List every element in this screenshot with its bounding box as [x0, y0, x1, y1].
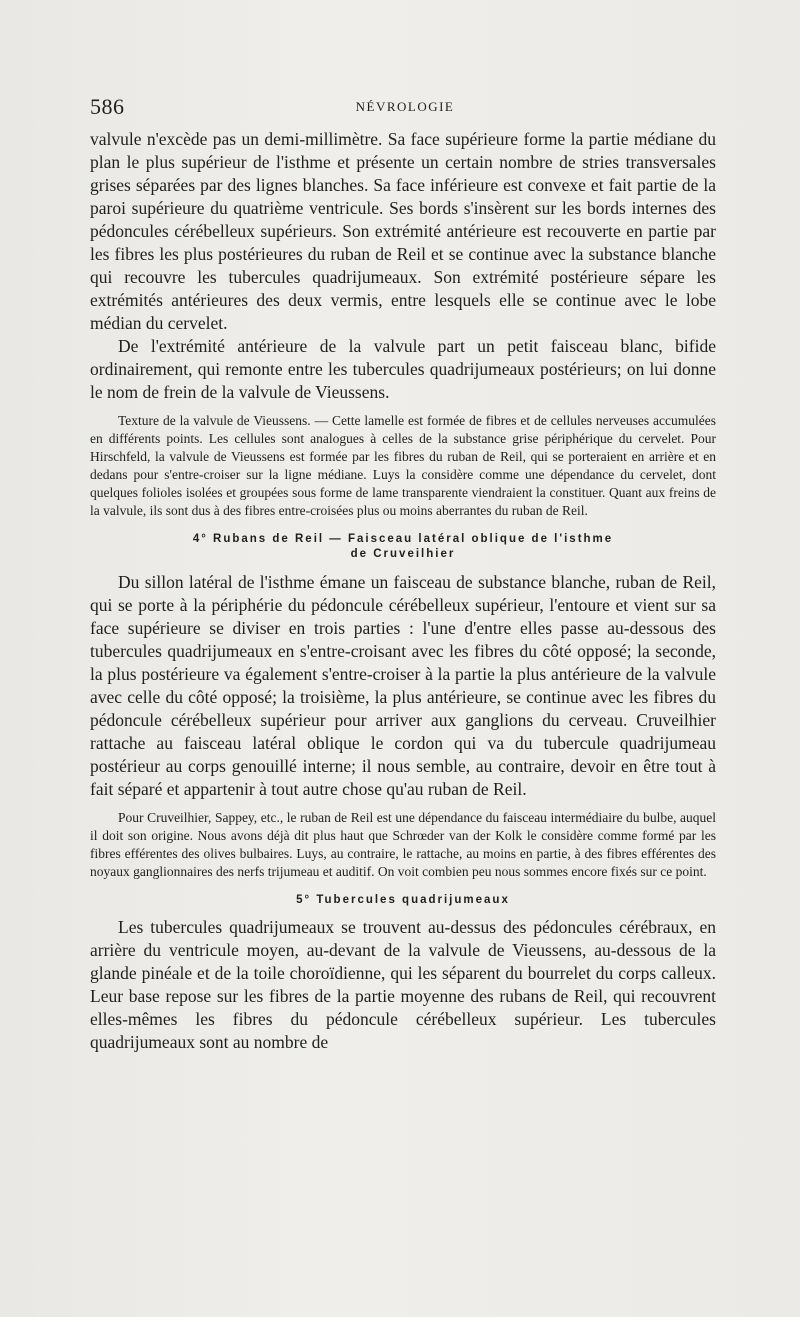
- section-heading-tubercules: 5° Tubercules quadrijumeaux: [296, 894, 510, 906]
- paragraph-ruban-de-reil: Du sillon latéral de l'isthme émane un faisceau de substance blanche, ruban de Reil, qui se porte à la périphérie du pédoncule cérébelleux supérieur, l'entoure et vient sur sa face supérieure se diviser en trois parties : l'une d'entre elles passe au-dessous des tubercules quadrijumeaux en s'entre-croisant avec les fibres du côté opposé; la seconde, la plus postérieure va également s'entre-croiser à la partie la plus antérieure de la valvule avec celle du côté opposé; la troisième, la plus antérieure, se continue avec les fibres du pédoncule cérébelleux supérieur pour arriver aux ganglions du cerveau. Cruveilhier rattache au faisceau latéral oblique le cordon qui va du tubercule quadrijumeau postérieur au corps genouillé interne; il nous semble, au contraire, devoir en être tout à fait séparé et appartenir à tout autre chose qu'au ruban de Reil.: [90, 572, 716, 799]
- paragraph-valvule: valvule n'excède pas un demi-millimètre. Sa face supérieure forme la partie médiane du plan le plus supérieur de l'isthme et présente un certain nombre de stries transversales grises séparées par des lignes blanches. Sa face inférieure est convexe et fait partie de la paroi supérieure du quatrième ventricule. Ses bords s'insèrent sur les bords internes des pédoncules cérébelleux supérieurs. Son extrémité antérieure est recouverte en partie par les fibres les plus postérieures du ruban de Reil et se continue avec la substance blanche qui recouvre les tubercules quadrijumeaux. Son extrémité postérieure sépare les extrémités antérieures des deux vermis, entre lesquels elle se continue avec le lobe médian du cervelet.: [90, 129, 716, 333]
- paragraph-tubercules: Les tubercules quadrijumeaux se trouvent au-dessus des pédoncules cérébraux, en arrière du ventricule moyen, au-devant de la valvule de Vieussens, au-dessous de la glande pinéale et de la toile choroïdienne, qui les séparent du bourrelet du corps calleux. Leur base repose sur les fibres de la partie moyenne des rubans de Reil, qui recouvrent elles-mêmes les fibres du pédoncule cérébelleux supérieur. Les tubercules quadrijumeaux sont au nombre de: [90, 917, 716, 1052]
- note-texture-valvule: Texture de la valvule de Vieussens. — Cette lamelle est formée de fibres et de cellules nerveuses accumulées en différents points. Les cellules sont analogues à celles de la substance grise périphérique du cervelet. Pour Hirschfeld, la valvule de Vieussens est formée par les fibres du ruban de Reil, qui se porteraient en arrière et en dedans pour s'entre-croiser sur la ligne médiane. Luys la considère comme une dépendance du cervelet, dont quelques folioles isolées et groupées sous forme de lame transparente viendraient la constituer. Quant aux freins de la valvule, ils sont dus à des fibres entre-croisées plus ou moins aberrantes du ruban de Reil.: [90, 413, 716, 518]
- page-header: [90, 94, 720, 122]
- running-title: NÉVROLOGIE: [355, 99, 455, 114]
- heading-line: 4° Rubans de Reil — Faisceau latéral oblique de l'isthme: [192, 533, 614, 545]
- page-number: 586: [90, 94, 125, 119]
- body-text: [90, 128, 716, 1054]
- section-heading-rubans-de-reil: [90, 532, 716, 562]
- heading-line: de Cruveilhier: [350, 548, 456, 560]
- paragraph-frein: De l'extrémité antérieure de la valvule part un petit faisceau blanc, bifide ordinairement, qui remonte entre les tubercules quadrijumeaux postérieurs; on lui donne le nom de frein de la valvule de Vieussens.: [90, 336, 716, 402]
- note-cruveilhier: Pour Cruveilhier, Sappey, etc., le ruban de Reil est une dépendance du faisceau intermédiaire du bulbe, auquel il doit son origine. Nous avons déjà dit plus haut que Schrœder van der Kolk le considère comme formé par les fibres efférentes des olives bulbaires. Luys, au contraire, le rattache, au moins en partie, à des fibres efférentes des noyaux ganglionnaires des nerfs trijumeau et auditif. On voit combien peu nous sommes encore fixés sur ce point.: [90, 810, 716, 879]
